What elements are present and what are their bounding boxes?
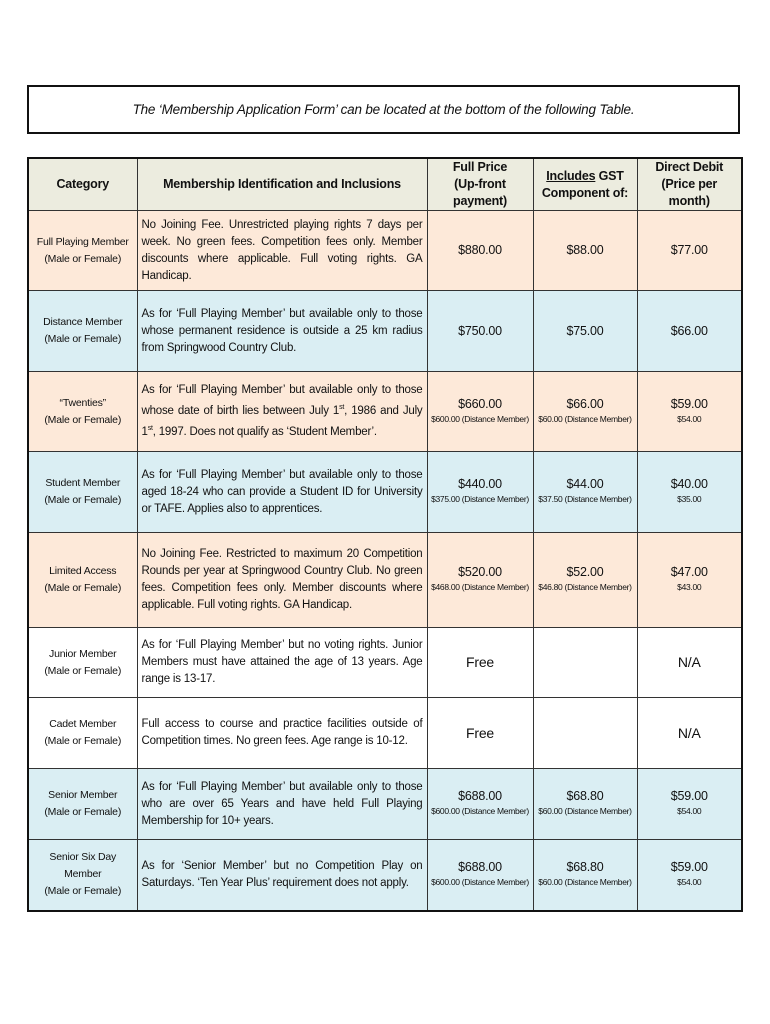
membership-table xyxy=(27,157,743,912)
direct-debit-value: $59.00 xyxy=(670,396,708,411)
category-gender: (Male or Female) xyxy=(44,582,122,594)
full-price-distance: $375.00 (Distance Member) xyxy=(431,494,529,504)
full-price-value: $440.00 xyxy=(458,477,502,491)
gst-value: $66.00 xyxy=(566,396,604,411)
description-cell: As for ‘Full Playing Member’ but available only to those whose permanent residence is outside a 25 km radius from Springwood Country Club. xyxy=(137,291,427,372)
gst-cell xyxy=(533,698,637,769)
gst-distance: $60.00 (Distance Member) xyxy=(538,806,632,816)
gst-cell xyxy=(533,372,637,452)
full-price-cell xyxy=(427,628,533,698)
gst-value: $68.80 xyxy=(566,859,604,874)
intro-note xyxy=(27,85,740,134)
description-cell: Full access to course and practice facilities outside of Competition times. No green fees. Age range is 10-12. xyxy=(137,698,427,769)
category-cell xyxy=(28,840,137,911)
full-price-value: $520.00 xyxy=(458,565,502,579)
description-cell: As for ‘Full Playing Member’ but available only to those aged 18-24 who can provide a Student ID for University or TAFE. Applies also to apprentices. xyxy=(137,452,427,533)
gst-value: $75.00 xyxy=(566,323,604,338)
gst-cell xyxy=(533,769,637,840)
category-name: Student Member xyxy=(45,477,121,489)
category-gender: (Male or Female) xyxy=(44,413,122,426)
direct-debit-distance: $54.00 xyxy=(677,413,702,424)
direct-debit-value: N/A xyxy=(677,724,701,741)
header-identification: Membership Identification and Inclusions xyxy=(137,158,427,211)
direct-debit-cell xyxy=(637,211,742,291)
full-price-value: $880.00 xyxy=(458,243,502,257)
description-cell: No Joining Fee. Unrestricted playing rights 7 days per week. No green fees. Competition fees only. Member discounts where applicable. Full voting rights. GA Handicap. xyxy=(137,211,427,291)
full-price-cell xyxy=(427,372,533,452)
table-row xyxy=(28,840,742,911)
category-gender: (Male or Female) xyxy=(44,735,122,747)
category-cell xyxy=(28,291,137,372)
header-full-price: Full Price (Up-front payment) xyxy=(427,158,533,211)
table-row xyxy=(28,698,742,769)
gst-value: $88.00 xyxy=(566,243,604,257)
full-price-distance: $600.00 (Distance Member) xyxy=(431,413,529,424)
full-price-cell xyxy=(427,769,533,840)
category-cell xyxy=(28,372,137,452)
header-direct-debit: Direct Debit (Price per month) xyxy=(637,158,742,211)
description-cell: As for ‘Senior Member’ but no Competition Play on Saturdays. ‘Ten Year Plus’ requirement does not apply. xyxy=(137,840,427,911)
table-row xyxy=(28,769,742,840)
gst-value: $44.00 xyxy=(566,477,604,491)
category-cell xyxy=(28,628,137,698)
full-price-distance: $468.00 (Distance Member) xyxy=(431,582,529,592)
direct-debit-distance: $54.00 xyxy=(677,876,702,887)
gst-value: $68.80 xyxy=(566,789,604,803)
direct-debit-cell xyxy=(637,628,742,698)
gst-distance: $60.00 (Distance Member) xyxy=(538,413,632,424)
direct-debit-value: $59.00 xyxy=(670,859,708,874)
direct-debit-distance: $54.00 xyxy=(677,806,702,816)
gst-cell xyxy=(533,291,637,372)
gst-value: $52.00 xyxy=(566,565,604,579)
header-category: Category xyxy=(28,158,137,211)
direct-debit-cell xyxy=(637,372,742,452)
full-price-value: $688.00 xyxy=(458,859,502,874)
full-price-distance: $600.00 (Distance Member) xyxy=(431,876,529,887)
full-price-value: Free xyxy=(466,724,494,741)
description-cell: As for ‘Full Playing Member’ but no voting rights. Junior Members must have attained the age of 13 years. Age range is 13-17. xyxy=(137,628,427,698)
gst-distance: $60.00 (Distance Member) xyxy=(538,876,632,887)
description-cell: As for ‘Full Playing Member’ but available only to those whose date of birth lies between July 1st, 1986 and July 1st, 1997. Does not qualify as ‘Student Member’. xyxy=(137,372,427,452)
category-cell xyxy=(28,452,137,533)
table-row xyxy=(28,533,742,628)
category-cell xyxy=(28,698,137,769)
full-price-value: $688.00 xyxy=(458,789,502,803)
direct-debit-distance: $43.00 xyxy=(677,582,702,592)
full-price-cell xyxy=(427,698,533,769)
direct-debit-value: $77.00 xyxy=(670,243,708,257)
direct-debit-cell xyxy=(637,291,742,372)
full-price-cell xyxy=(427,211,533,291)
category-name: “Twenties” xyxy=(59,396,106,409)
category-gender: (Male or Female) xyxy=(44,664,122,677)
full-price-cell xyxy=(427,452,533,533)
table-row xyxy=(28,211,742,291)
category-name: Senior Six Day Member xyxy=(49,851,117,881)
category-cell xyxy=(28,533,137,628)
direct-debit-value: $59.00 xyxy=(670,789,708,803)
gst-cell xyxy=(533,533,637,628)
direct-debit-cell xyxy=(637,533,742,628)
category-name: Cadet Member xyxy=(49,718,117,730)
direct-debit-cell xyxy=(637,769,742,840)
category-name: Full Playing Member xyxy=(36,235,129,248)
category-name: Junior Member xyxy=(49,647,117,660)
category-gender: (Male or Female) xyxy=(44,494,122,506)
intro-text: The ‘Membership Application Form’ can be located at the bottom of the following Table. xyxy=(132,102,635,117)
category-name: Distance Member xyxy=(43,316,123,328)
table-row xyxy=(28,628,742,698)
description-cell: As for ‘Full Playing Member’ but available only to those who are over 65 Years and have held Full Playing Membership for 10+ years. xyxy=(137,769,427,840)
direct-debit-distance: $35.00 xyxy=(677,494,702,504)
category-cell xyxy=(28,769,137,840)
gst-cell xyxy=(533,840,637,911)
gst-cell xyxy=(533,628,637,698)
gst-distance: $46.80 (Distance Member) xyxy=(538,582,632,592)
direct-debit-value: $40.00 xyxy=(670,477,708,491)
full-price-cell xyxy=(427,533,533,628)
full-price-cell xyxy=(427,840,533,911)
full-price-value: Free xyxy=(466,654,494,670)
category-cell xyxy=(28,211,137,291)
gst-distance: $37.50 (Distance Member) xyxy=(538,494,632,504)
category-gender: (Male or Female) xyxy=(44,252,122,265)
direct-debit-value: $66.00 xyxy=(670,323,708,338)
full-price-value: $660.00 xyxy=(458,396,502,411)
table-row xyxy=(28,291,742,372)
full-price-value: $750.00 xyxy=(458,323,502,338)
full-price-cell xyxy=(427,291,533,372)
category-gender: (Male or Female) xyxy=(44,333,122,345)
table-row xyxy=(28,452,742,533)
category-name: Limited Access xyxy=(49,565,117,577)
direct-debit-cell xyxy=(637,452,742,533)
category-gender: (Male or Female) xyxy=(44,885,122,898)
category-name: Senior Member xyxy=(48,789,118,801)
direct-debit-value: N/A xyxy=(677,654,701,670)
header-gst: Includes GST Component of: xyxy=(533,158,637,211)
table-row xyxy=(28,372,742,452)
direct-debit-cell xyxy=(637,840,742,911)
full-price-distance: $600.00 (Distance Member) xyxy=(431,806,529,816)
direct-debit-value: $47.00 xyxy=(670,565,708,579)
gst-cell xyxy=(533,452,637,533)
gst-cell xyxy=(533,211,637,291)
description-cell: No Joining Fee. Restricted to maximum 20 Competition Rounds per year at Springwood Country Club. No green fees. Competition fees only. Member discounts where applicable. Full voting rights. GA Handicap. xyxy=(137,533,427,628)
header-row xyxy=(28,158,742,211)
category-gender: (Male or Female) xyxy=(44,806,122,818)
direct-debit-cell xyxy=(637,698,742,769)
